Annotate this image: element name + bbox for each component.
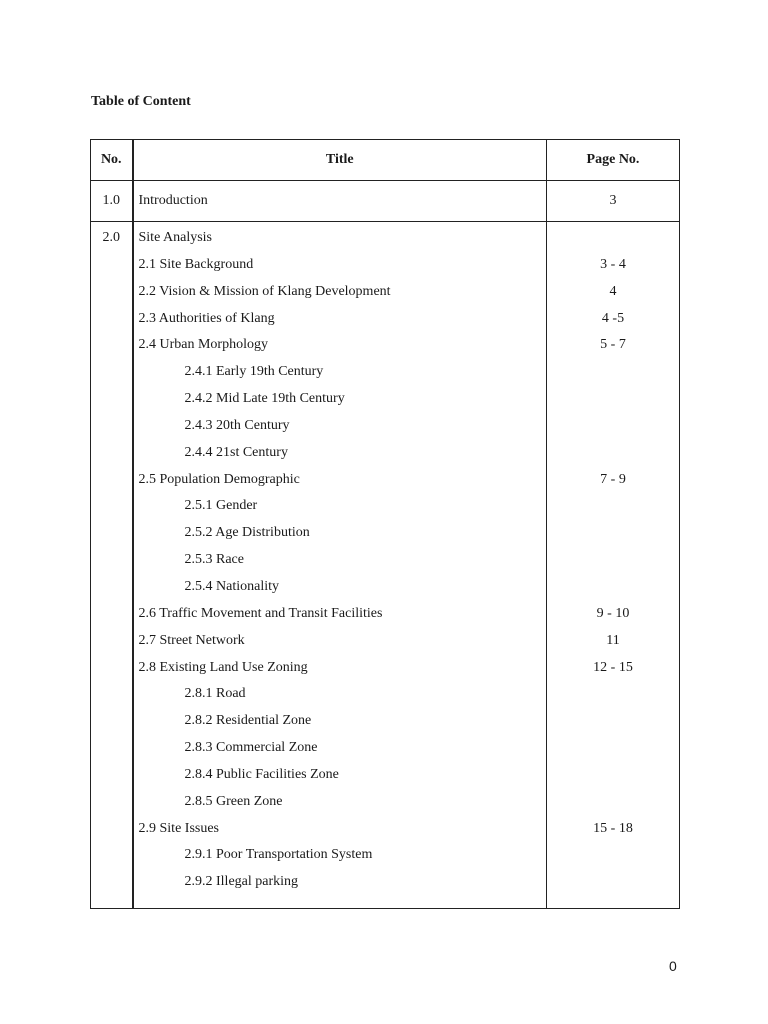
toc-section-row xyxy=(91,181,680,222)
entry-title: 2.8.5 Green Zone xyxy=(184,793,283,809)
document-title: Table of Content xyxy=(91,94,191,109)
header-title: Title xyxy=(133,140,547,181)
entry-title: 2.6 Traffic Movement and Transit Facilities xyxy=(138,605,383,621)
entry-title: 2.4.2 Mid Late 19th Century xyxy=(184,391,345,407)
entry-page: 4 -5 xyxy=(601,310,625,326)
entry-title: 2.4 Urban Morphology xyxy=(138,337,268,353)
entry-page xyxy=(547,793,679,820)
header-no: No. xyxy=(91,140,133,181)
entry-page xyxy=(547,685,679,712)
entry-title: Site Analysis xyxy=(138,230,213,245)
section-number: 1.0 xyxy=(91,181,133,222)
entry-page xyxy=(547,846,679,873)
entry-title: 2.5 Population Demographic xyxy=(138,471,300,487)
toc-section-row xyxy=(91,222,680,909)
entry-title: 2.4.1 Early 19th Century xyxy=(184,364,324,380)
entry-title: 2.5.4 Nationality xyxy=(184,578,279,594)
entry-page xyxy=(547,417,679,444)
entry-title: 2.5.1 Gender xyxy=(184,498,258,514)
entry-title: 2.4.4 21st Century xyxy=(184,444,288,460)
entry-title: 2.5.2 Age Distribution xyxy=(184,525,310,541)
entry-page xyxy=(547,390,679,417)
entry-page: 5 - 7 xyxy=(600,337,626,353)
entry-title: 2.8.3 Commercial Zone xyxy=(184,740,318,756)
entry-title: 2.5.3 Race xyxy=(184,552,244,568)
entry-title: 2.8 Existing Land Use Zoning xyxy=(138,659,308,675)
entry-title: 2.3 Authorities of Klang xyxy=(138,310,275,326)
section-number: 2.0 xyxy=(91,222,133,909)
entry-title: 2.8.4 Public Facilities Zone xyxy=(184,766,339,782)
entry-page: 9 - 10 xyxy=(596,605,630,621)
page-number: 0 xyxy=(669,958,677,974)
entry-title: 2.1 Site Background xyxy=(138,256,254,272)
entry-page xyxy=(547,739,679,766)
entry-page xyxy=(547,524,679,551)
entry-title: 2.8.1 Road xyxy=(184,686,246,702)
entry-page: 4 xyxy=(609,283,617,299)
entry-title: 2.7 Street Network xyxy=(138,632,245,648)
entry-page: 7 - 9 xyxy=(600,471,626,487)
entry-title: 2.9 Site Issues xyxy=(138,820,219,836)
entry-page xyxy=(547,551,679,578)
entry-title: 2.8.2 Residential Zone xyxy=(184,713,312,729)
entry-page: 3 - 4 xyxy=(600,256,626,272)
entry-page xyxy=(547,497,679,524)
entry-page: 12 - 15 xyxy=(593,659,633,675)
entry-page xyxy=(547,444,679,471)
entry-title: 2.9.1 Poor Transportation System xyxy=(184,847,373,863)
entry-page xyxy=(547,229,679,256)
toc-table xyxy=(90,139,680,909)
header-page: Page No. xyxy=(547,140,680,181)
entry-title: 2.2 Vision & Mission of Klang Development xyxy=(138,283,391,299)
entry-title: 2.9.2 Illegal parking xyxy=(184,874,299,890)
section-pages xyxy=(547,222,680,909)
toc-header-row xyxy=(91,140,680,181)
entry-page: 11 xyxy=(606,632,620,648)
toc-body xyxy=(91,181,680,909)
entry-page: 15 - 18 xyxy=(593,820,633,836)
entry-page xyxy=(547,363,679,390)
entry-title: 2.4.3 20th Century xyxy=(184,417,290,433)
entry-page xyxy=(547,766,679,793)
section-titles xyxy=(133,222,547,909)
entry-page: 3 xyxy=(547,181,680,222)
entry-title: Introduction xyxy=(133,181,547,222)
entry-page xyxy=(547,712,679,739)
entry-page xyxy=(547,578,679,605)
entry-page xyxy=(547,873,679,900)
